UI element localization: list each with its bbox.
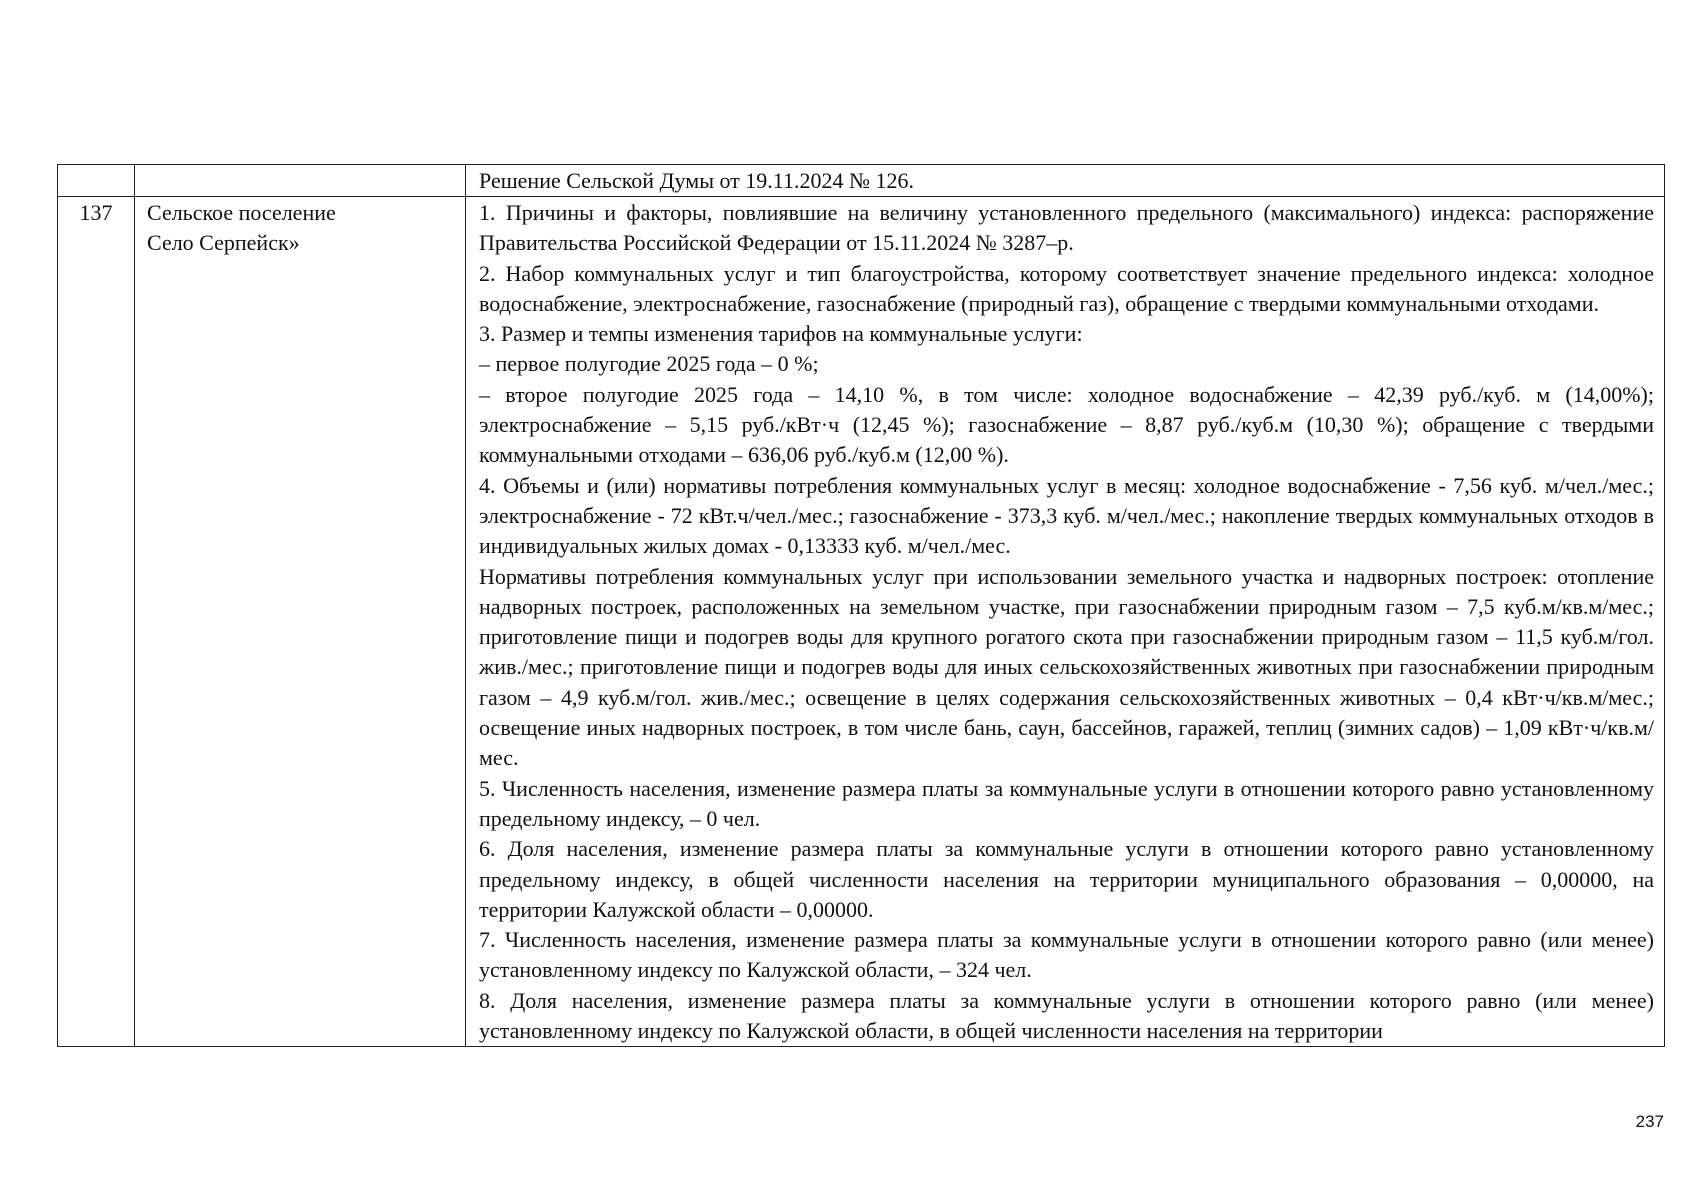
paragraph-3-second-half: – второе полугодие 2025 года – 14,10 %, в том числе: холодное водоснабжение – 42,39 руб./куб. м (14,00%); электроснабжение – 5,15 руб./кВт·ч (12,45 %); газоснабжение – 8,87 руб./куб.м (10,30 %); обращение с твердыми коммунальными отходами – 636,06 руб./куб.м (12,00 %). [479, 381, 1654, 468]
paragraph-5-population: 5. Численность населения, изменение размера платы за коммунальные услуги в отношении которого равно установленному предельному индексу, – 0 чел. [479, 775, 1654, 831]
index-details-cell [466, 197, 1665, 1047]
paragraph-1-reasons: 1. Причины и факторы, повлиявшие на величину установленного предельного (максимального) индекса: распоряжение Правительства Российской Федерации от 15.11.2024 № 3287–р. [479, 200, 1654, 256]
cell-number-empty [58, 165, 135, 197]
paragraph-8-share-region: 8. Доля населения, изменение размера платы за коммунальные услуги в отношении которого равно (или менее) установленному индексу по Калужской области, в общей численности населения на территории [479, 987, 1654, 1044]
paragraph-3-first-half: – первое полугодие 2025 года – 0 %; [479, 351, 819, 377]
municipality-name-line-2: Село Серпейск» [147, 230, 300, 256]
municipality-name-line-1: Сельское поселение [147, 200, 336, 225]
paragraph-6-population-share: 6. Доля населения, изменение размера платы за коммунальные услуги в отношении которого равно установленному предельному индексу, в общей численности населения на территории муниципального образования – 0,00000, на территории Калужской области – 0,00000. [479, 836, 1654, 922]
page-number: 237 [1635, 1112, 1664, 1131]
paragraph-7-population-region: 7. Численность населения, изменение размера платы за коммунальные услуги в отношении которого равно (или менее) установленному индексу по Калужской области, – 324 чел. [479, 927, 1654, 983]
municipality-name-cell [135, 197, 466, 1047]
decision-reference-cell: Решение Сельской Думы от 19.11.2024 № 126. [466, 165, 1665, 197]
paragraph-4-volumes: 4. Объемы и (или) нормативы потребления коммунальных услуг в месяц: холодное водоснабжение - 7,56 куб. м/чел./мес.; электроснабжение - 72 кВт.ч/чел./мес.; газоснабжение - 373,3 куб. м/чел./мес.; накопление твердых коммунальных отходов в индивидуальных жилых домах - 0,13333 куб. м/чел./мес. [479, 472, 1654, 559]
row-number-cell: 137 [58, 197, 135, 1047]
paragraph-4-land-norms: Нормативы потребления коммунальных услуг при использовании земельного участка и надворных построек: отопление надворных построек, расположенных на земельном участке, при газоснабжении природным газом – 7,5 куб.м/кв.м/мес.; приготовление пищи и подогрев воды для крупного рогатого скота при газоснабжении природным газом – 11,5 куб.м/гол. жив./мес.; приготовление пищи и подогрев воды для иных сельскохозяйственных животных при газоснабжении природным газом – 4,9 куб.м/гол. жив./мес.; освещение в целях содержания сельскохозяйственных животных – 0,4 кВт·ч/кв.м/мес.; освещение иных надворных построек, в том числе бань, саун, бассейнов, гаражей, теплиц (зимних садов) – 1,09 кВт·ч/кв.м/мес. [479, 563, 1654, 771]
cell-name-empty [135, 165, 466, 197]
document-table [57, 164, 1665, 1047]
paragraph-3-tariffs: 3. Размер и темпы изменения тарифов на коммунальные услуги: [479, 321, 1083, 347]
table-row-continuation [58, 165, 1665, 197]
table-row-137 [58, 197, 1665, 1047]
paragraph-2-services-set: 2. Набор коммунальных услуг и тип благоустройства, которому соответствует значение предельного индекса: холодное водоснабжение, электроснабжение, газоснабжение (природный газ), обращение с твердыми коммунальными отходами. [479, 260, 1654, 316]
